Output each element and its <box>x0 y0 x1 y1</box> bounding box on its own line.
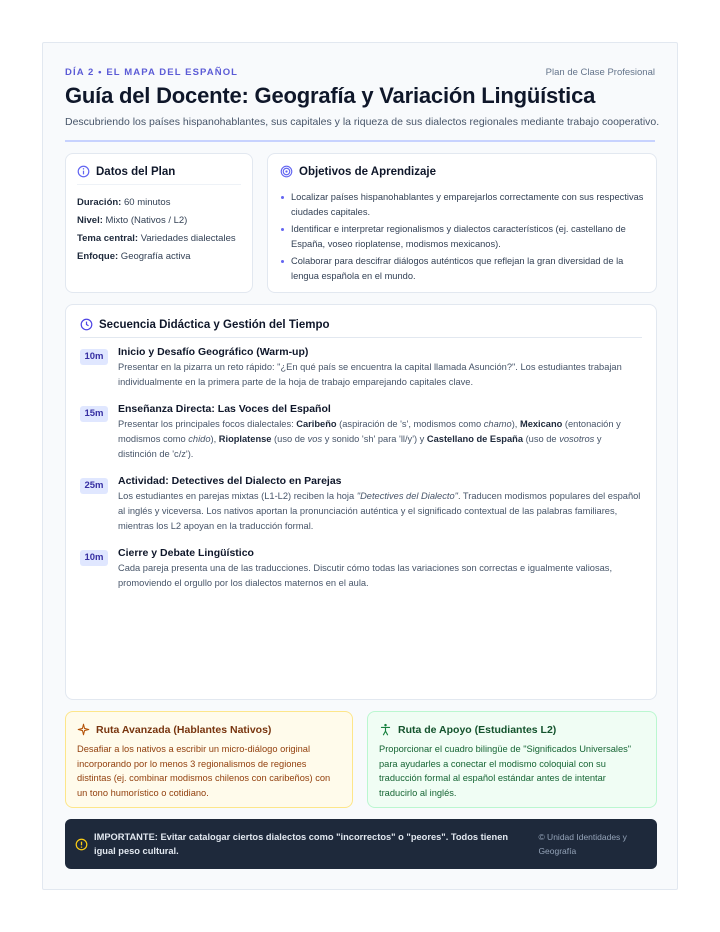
time-badge: 15m <box>80 406 108 422</box>
day-kicker: DÍA 2 • EL MAPA DEL ESPAÑOL <box>65 67 239 78</box>
plan-data-card <box>65 153 253 293</box>
objectives-title: Objetivos de Aprendizaje <box>299 165 436 178</box>
plan-type-label: Plan de Clase Profesional <box>545 67 655 78</box>
step-text: Presentar los principales focos dialectales: Caribeño (aspiración de 's', modismos como chamo), Mexicano (entonación y modismos como chido), Rioplatense (uso de vos y sonido 'sh' para 'll/y') y Castellano de España (uso de vosotros y distinción de 'c/z'). <box>118 419 621 459</box>
sparkle-icon <box>77 723 90 736</box>
support-route-text: Proporcionar el cuadro bilingüe de "Significados Universales" para ayudarles a conectar el modismo coloquial con su traducción formal al español estándar antes de intentar traducirlo al inglés. <box>379 744 632 798</box>
support-route-title: Ruta de Apoyo (Estudiantes L2) <box>398 723 557 736</box>
lesson-plan-page <box>42 42 678 890</box>
plan-data-row: Duración: 60 minutos <box>77 197 171 208</box>
list-item: Localizar países hispanohablantes y emparejarlos correctamente con sus respectivas ciudades capitales. <box>280 190 644 219</box>
time-badge: 25m <box>80 478 108 494</box>
plan-data-row: Enfoque: Geografía activa <box>77 251 191 262</box>
page-title: Guía del Docente: Geografía y Variación Lingüística <box>65 83 596 108</box>
objectives-header <box>280 165 644 178</box>
time-badge: 10m <box>80 349 108 365</box>
important-text: IMPORTANTE: Evitar catalogar ciertos dialectos como "incorrectos" o "peores". Todos tienen igual peso cultural. <box>94 831 509 856</box>
advanced-route-title: Ruta Avanzada (Hablantes Nativos) <box>96 723 272 736</box>
title-divider <box>65 140 655 142</box>
support-route-header <box>379 723 645 736</box>
accessibility-icon <box>379 723 392 736</box>
objectives-card <box>267 153 657 293</box>
important-banner <box>65 819 657 869</box>
objectives-list <box>280 190 644 283</box>
advanced-route-card <box>65 711 353 808</box>
step-title: Inicio y Desafío Geográfico (Warm-up) <box>118 346 309 358</box>
step-title: Cierre y Debate Lingüístico <box>118 547 254 559</box>
plan-data-row: Nivel: Mixto (Nativos / L2) <box>77 215 188 226</box>
sequence-step <box>80 547 642 591</box>
unit-credit: © Unidad Identidades y Geografía <box>538 831 627 856</box>
step-title: Enseñanza Directa: Las Voces del Español <box>118 403 331 415</box>
target-icon <box>280 165 293 178</box>
step-title: Actividad: Detectives del Dialecto en Parejas <box>118 475 342 487</box>
list-item: Identificar e interpretar regionalismos y dialectos característicos (ej. castellano de España, voseo rioplatense, modismos mexicanos). <box>280 222 644 251</box>
plan-data-header <box>77 165 241 185</box>
sequence-title: Secuencia Didáctica y Gestión del Tiempo <box>99 318 330 331</box>
step-text: Los estudiantes en parejas mixtas (L1-L2) reciben la hoja "Detectives del Dialecto". Traducen modismos populares del español al inglés y viceversa. Los nativos aportan la pronunciación auténtica y el significado contextual de las palabras familiares, mientras los L2 apoyan en la traducción formal. <box>118 491 641 531</box>
sequence-header <box>80 318 642 338</box>
clock-icon <box>80 318 93 331</box>
advanced-route-header <box>77 723 341 736</box>
plan-data-title: Datos del Plan <box>96 165 176 178</box>
sequence-step <box>80 475 642 534</box>
sequence-step <box>80 346 642 390</box>
alert-icon <box>75 838 88 851</box>
page-subtitle: Descubriendo los países hispanohablantes, sus capitales y la riqueza de sus dialectos regionales mediante trabajo cooperativo. <box>65 116 660 128</box>
step-text: Presentar en la pizarra un reto rápido: "¿En qué país se encuentra la capital llamada Asunción?". Los estudiantes trabajan individualmente en la primera parte de la hoja de trabajo emparejando capitales clave. <box>118 362 622 387</box>
plan-data-row: Tema central: Variedades dialectales <box>77 233 236 244</box>
info-icon <box>77 165 90 178</box>
sequence-card <box>65 304 657 700</box>
list-item: Colaborar para descifrar diálogos auténticos que reflejan la gran diversidad de la lengua española en el mundo. <box>280 254 644 283</box>
advanced-route-text: Desafiar a los nativos a escribir un micro-diálogo original incorporando por lo menos 3 regionalismos de regiones distintas (ej. combinar modismos chilenos con caribeños) con un tono humorístico o cotidiano. <box>77 744 331 798</box>
sequence-step <box>80 403 642 462</box>
time-badge: 10m <box>80 550 108 566</box>
support-route-card <box>367 711 657 808</box>
step-text: Cada pareja presenta una de las traducciones. Discutir cómo todas las variaciones son correctas e igualmente valiosas, promoviendo el orgullo por los dialectos maternos en el aula. <box>118 563 613 588</box>
